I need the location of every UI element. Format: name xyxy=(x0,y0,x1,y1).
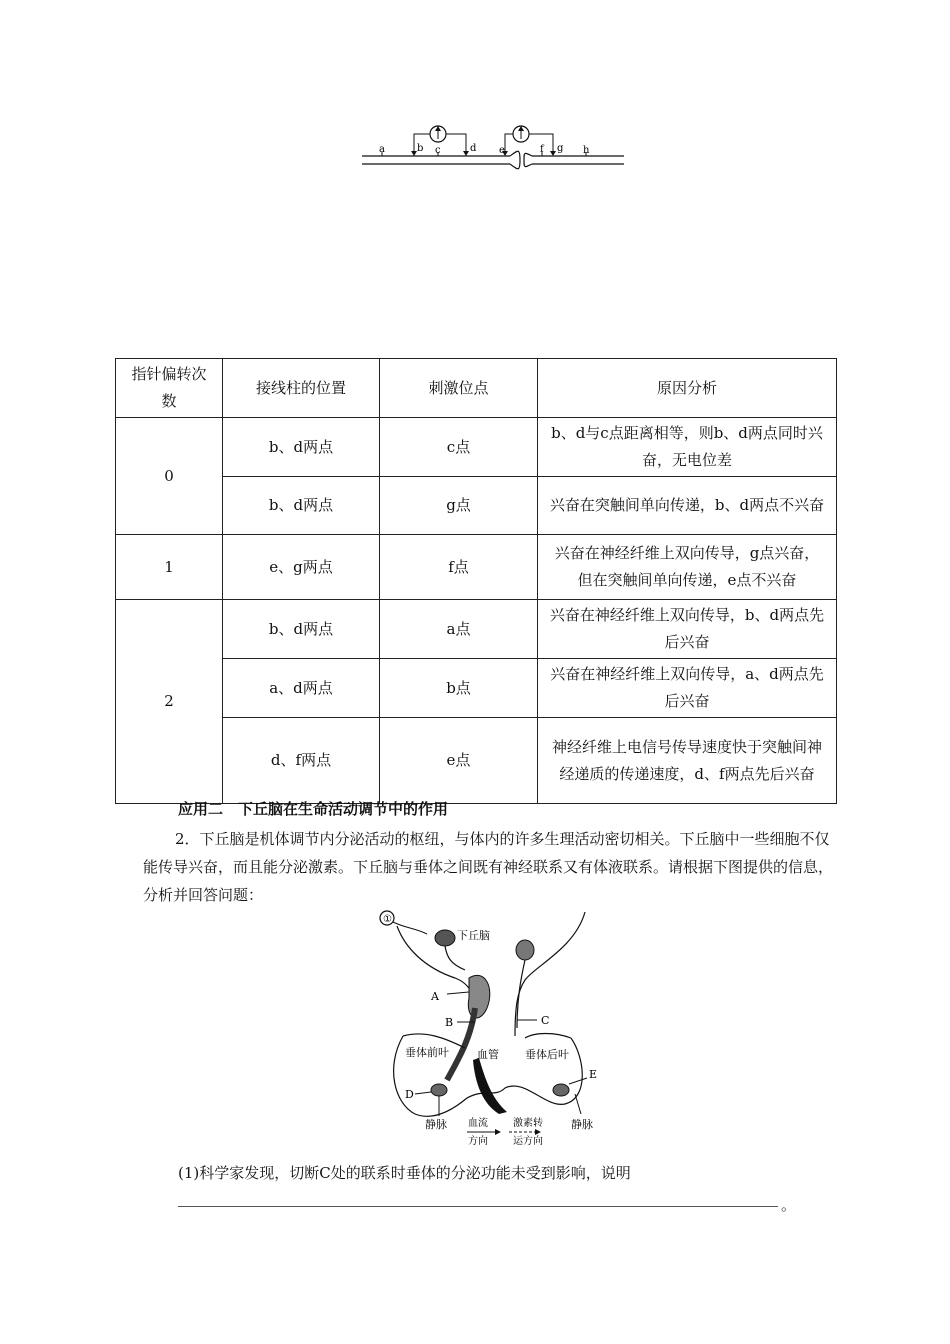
point-label-b: b xyxy=(417,143,424,154)
terminal-position-cell: b、d两点 xyxy=(223,418,380,477)
label-E: E xyxy=(589,1068,598,1081)
legend-blood-flow-line1: 血流 xyxy=(468,1118,488,1129)
point-label-f: f xyxy=(540,144,544,155)
table-row xyxy=(116,600,837,659)
legend-hormone-line1: 激素转 xyxy=(513,1118,543,1129)
neuron-number-label: ① xyxy=(383,914,392,925)
label-B: B xyxy=(445,1016,454,1029)
table-row xyxy=(116,418,837,477)
reason-cell: 兴奋在神经纤维上双向传导，a、d两点先后兴奋 xyxy=(538,659,837,718)
header-reason-analysis: 原因分析 xyxy=(538,359,837,418)
reason-cell: 兴奋在神经纤维上双向传导，b、d两点先后兴奋 xyxy=(538,600,837,659)
anterior-lobe-label: 垂体前叶 xyxy=(405,1046,449,1059)
terminal-position-cell: b、d两点 xyxy=(223,600,380,659)
table-row xyxy=(116,659,837,718)
terminal-position-cell: e、g两点 xyxy=(223,535,380,600)
label-A: A xyxy=(431,990,439,1003)
vein-label-right: 静脉 xyxy=(571,1118,593,1131)
point-label-c: c xyxy=(435,145,441,156)
deflection-table xyxy=(115,358,837,804)
stimulus-site-cell: c点 xyxy=(380,418,538,477)
answer-period: 。 xyxy=(781,1196,797,1214)
blood-vessel-label: 血管 xyxy=(477,1048,499,1061)
label-D: D xyxy=(405,1088,414,1101)
point-label-d: d xyxy=(470,143,477,154)
terminal-position-cell: a、d两点 xyxy=(223,659,380,718)
stimulus-site-cell: f点 xyxy=(380,535,538,600)
legend-hormone-line2: 运方向 xyxy=(513,1136,543,1147)
label-C: C xyxy=(541,1014,550,1027)
point-label-e: e xyxy=(499,145,505,156)
terminal-position-cell: d、f两点 xyxy=(223,718,380,804)
table-header-row xyxy=(116,359,837,418)
stimulus-site-cell: b点 xyxy=(380,659,538,718)
reason-cell: 神经纤维上电信号传导速度快于突触间神经递质的传递速度，d、f两点先后兴奋 xyxy=(538,718,837,804)
stimulus-site-cell: e点 xyxy=(380,718,538,804)
section-heading: 应用二 下丘脑在生命活动调节中的作用 xyxy=(178,800,449,818)
question-paragraph: 2．下丘脑是机体调节内分泌活动的枢纽，与体内的许多生理活动密切相关。下丘脑中一些细胞不仅能传导兴奋，而且能分泌激素。下丘脑与垂体之间既有神经联系又有体液联系。请根据下图提供的信息，分析并回答问题： xyxy=(143,830,834,904)
point-label-h: h xyxy=(583,145,590,156)
table-row xyxy=(116,718,837,804)
deflection-count-cell: 1 xyxy=(116,535,223,600)
header-deflection-count: 指针偏转次数 xyxy=(116,359,223,418)
deflection-count-cell: 2 xyxy=(116,600,223,804)
header-stimulus-site: 刺激位点 xyxy=(380,359,538,418)
posterior-lobe-label: 垂体后叶 xyxy=(525,1048,569,1061)
header-terminal-position: 接线柱的位置 xyxy=(223,359,380,418)
terminal-position-cell: b、d两点 xyxy=(223,477,380,535)
answer-blank-line xyxy=(178,1206,778,1207)
legend-blood-flow-line2: 方向 xyxy=(468,1136,488,1147)
table-row xyxy=(116,477,837,535)
nerve-synapse-diagram xyxy=(360,122,626,172)
point-label-g: g xyxy=(557,143,564,154)
reason-cell: b、d与c点距离相等，则b、d两点同时兴奋，无电位差 xyxy=(538,418,837,477)
hypothalamus-pituitary-figure xyxy=(375,908,625,1152)
deflection-count-cell: 0 xyxy=(116,418,223,535)
reason-cell: 兴奋在突触间单向传递，b、d两点不兴奋 xyxy=(538,477,837,535)
vein-label-left: 静脉 xyxy=(425,1118,447,1131)
stimulus-site-cell: a点 xyxy=(380,600,538,659)
hypothalamus-label: 下丘脑 xyxy=(457,929,490,942)
table-row xyxy=(116,535,837,600)
point-label-a: a xyxy=(379,144,385,155)
stimulus-site-cell: g点 xyxy=(380,477,538,535)
reason-cell: 兴奋在神经纤维上双向传导，g点兴奋，但在突触间单向传递，e点不兴奋 xyxy=(538,535,837,600)
question-1-text: (1)科学家发现，切断C处的联系时垂体的分泌功能未受到影响，说明 xyxy=(178,1164,631,1182)
